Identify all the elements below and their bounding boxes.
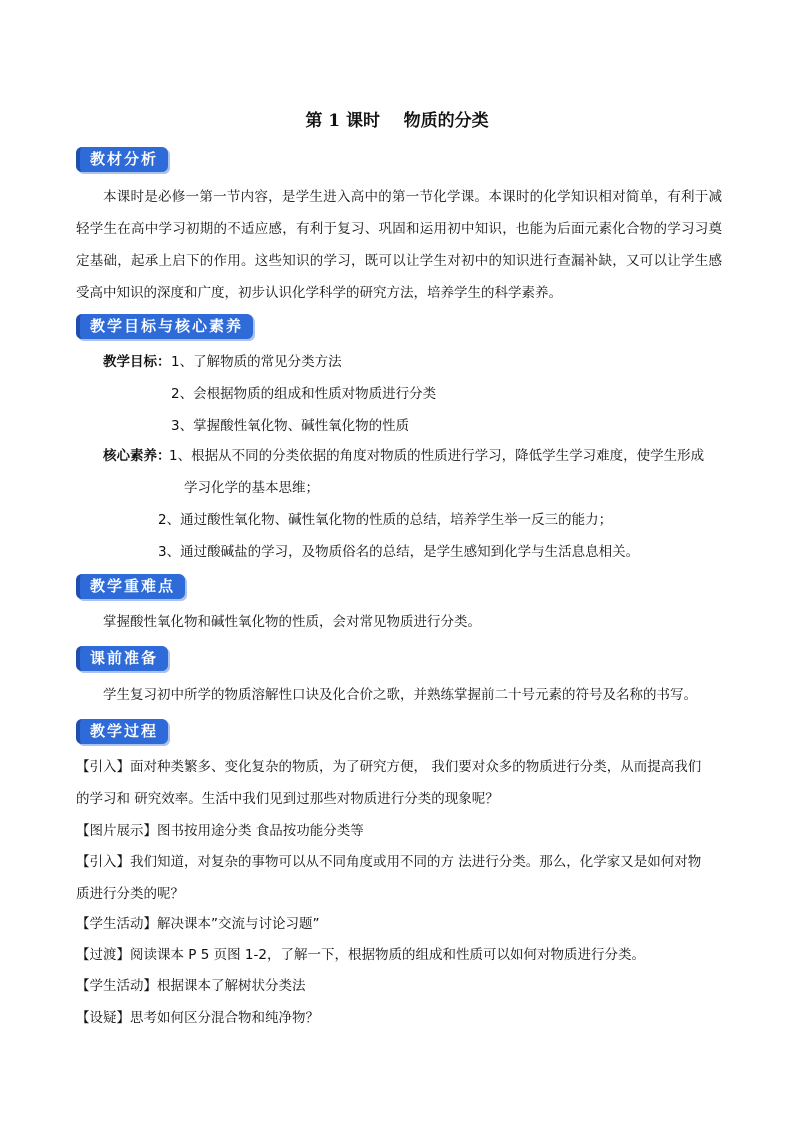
teaching-goal-item: 1、了解物质的常见分类方法 — [171, 354, 342, 370]
process-line: 【学生活动】根据课本了解树状分类法 — [76, 978, 306, 994]
section-heading-goals: 教学目标与核心素养 — [76, 314, 253, 339]
process-line: 【引入】面对种类繁多、变化复杂的物质，为了研究方便， 我们要对众多的物质进行分类，从而提高我们 — [76, 759, 702, 775]
section-heading-process: 教学过程 — [76, 719, 168, 744]
section-heading-key-points: 教学重难点 — [76, 574, 185, 599]
teaching-goal-item: 2、会根据物质的组成和性质对物质进行分类 — [171, 386, 437, 402]
page-title: 第 1 课时 物质的分类 — [305, 111, 489, 131]
core-literacy-item: 2、通过酸性氧化物、碱性氧化物的性质的总结，培养学生举一反三的能力； — [158, 512, 613, 528]
core-literacy-item: 学习化学的基本思维； — [184, 480, 319, 496]
teaching-goal-item: 3、掌握酸性氧化物、碱性氧化物的性质 — [171, 418, 410, 434]
process-line: 【设疑】思考如何区分混合物和纯净物？ — [76, 1010, 319, 1026]
process-line: 【学生活动】解决课本”交流与讨论习题” — [76, 916, 320, 932]
core-literacy-item: 1、根据从不同的分类依据的角度对物质的性质进行学习，降低学生学习难度，使学生形成 — [169, 448, 705, 464]
key-points-text: 掌握酸性氧化物和碱性氧化物的性质，会对常见物质进行分类。 — [103, 614, 481, 630]
section-heading-preparation: 课前准备 — [76, 646, 168, 671]
preparation-text: 学生复习初中所学的物质溶解性口诀及化合价之歌，并熟练掌握前二十号元素的符号及名称的书写。 — [103, 687, 697, 703]
core-literacy-item: 3、通过酸碱盐的学习，及物质俗名的总结，是学生感知到化学与生活息息相关。 — [158, 544, 640, 560]
teaching-goals-label: 教学目标： — [103, 354, 171, 370]
core-literacy-label: 核心素养： — [103, 448, 171, 464]
process-line: 质进行分类的呢？ — [76, 886, 184, 902]
analysis-paragraph: 本课时是必修一第一节内容，是学生进入高中的第一节化学课。本课时的化学知识相对简单，有利于减轻学生在高中学习初期的不适应感，有利于复习、巩固和运用初中知识，也能为后面元素化合物的学习习奠定基础，起承上启下的作用。这些知识的学习，既可以让学生对初中的知识进行查漏补缺，又可以让学生感受高中知识的深度和广度，初步认识化学科学的研究方法，培养学生的科学素养。 — [76, 189, 722, 301]
section-heading-analysis: 教材分析 — [76, 147, 168, 172]
process-line: 【图片展示】图书按用途分类 食品按功能分类等 — [76, 823, 364, 839]
process-line: 的学习和 研究效率。生活中我们见到过那些对物质进行分类的现象呢？ — [76, 791, 499, 807]
process-line: 【过渡】阅读课本 P 5 页图 1-2，了解一下，根据物质的组成和性质可以如何对物质进行分类。 — [76, 947, 645, 963]
process-line: 【引入】我们知道，对复杂的事物可以从不同角度或用不同的方 法进行分类。那么，化学家又是如何对物 — [76, 854, 702, 870]
